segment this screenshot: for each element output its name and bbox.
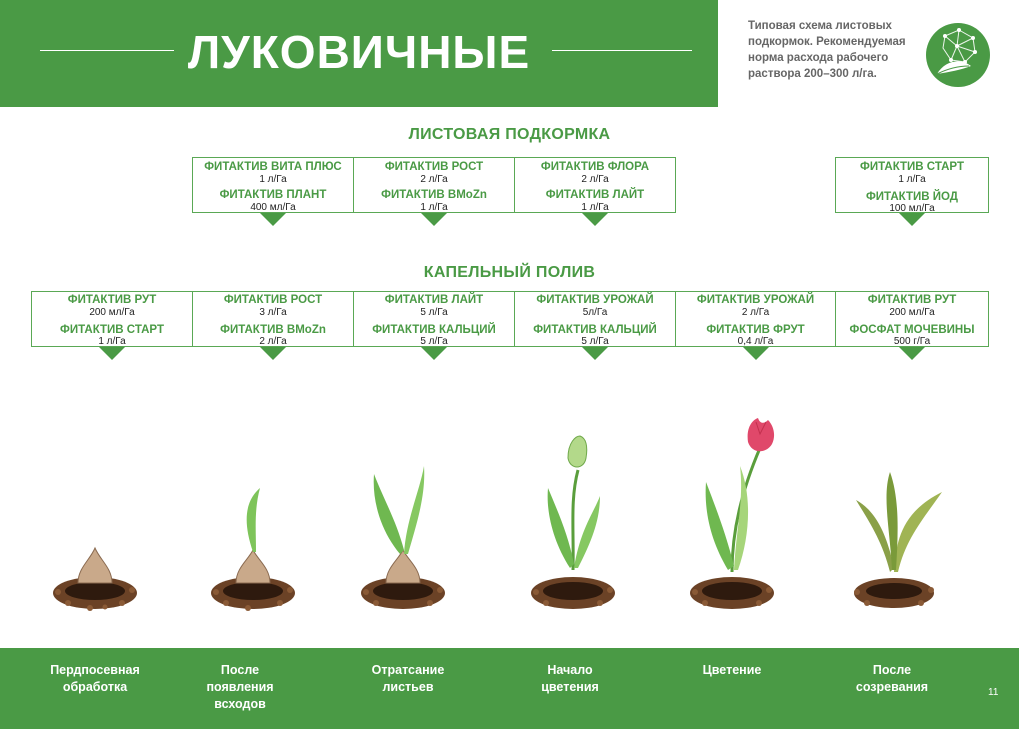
product-rate: 0,4 л/Га	[737, 336, 774, 347]
stage-label: После появления всходов	[206, 663, 274, 711]
product-rate: 1 л/Га	[420, 202, 448, 213]
down-arrow-icon	[421, 347, 447, 360]
product-rate: 2 л/Га	[420, 174, 448, 185]
down-arrow-icon	[899, 347, 925, 360]
product-name: ФИТАКТИВ ФРУТ	[706, 324, 805, 336]
product-name: ФИТАКТИВ РУТ	[67, 294, 157, 306]
leaves-growth-illustration	[348, 400, 458, 620]
product-rate: 1 л/Га	[98, 336, 126, 347]
drip-section-title: КАПЕЛЬНЫЙ ПОЛИВ	[423, 264, 596, 281]
drip-cell	[675, 291, 836, 347]
foliar-cell	[353, 157, 515, 213]
product-rate: 500 г/Га	[893, 336, 931, 347]
product-name: ФОСФАТ МОЧЕВИНЫ	[849, 324, 975, 336]
page-number: 11	[988, 687, 999, 698]
product-rate: 5 л/Га	[420, 307, 448, 318]
product-name: ФИТАКТИВ ЙОД	[865, 191, 959, 203]
stage-label: Отратсание листьев	[371, 663, 445, 694]
stage-label: Начало цветения	[541, 663, 599, 694]
product-name: ФИТАКТИВ ВИТА ПЛЮС	[204, 161, 342, 173]
product-name: ФИТАКТИВ СТАРТ	[860, 161, 964, 173]
stage-label: После созревания	[855, 663, 929, 694]
product-name: ФИТАКТИВ РОСТ	[223, 294, 323, 306]
product-rate: 3 л/Га	[259, 307, 287, 318]
drip-cell	[353, 291, 515, 347]
product-name: ФИТАКТИВ BMoZn	[381, 189, 487, 201]
bulb-in-soil-illustration	[40, 400, 150, 620]
drip-cell	[192, 291, 354, 347]
foliar-cell	[192, 157, 354, 213]
down-arrow-icon	[743, 347, 769, 360]
product-name: ФИТАКТИВ РУТ	[867, 294, 957, 306]
down-arrow-icon	[421, 213, 447, 226]
foliar-section-title: ЛИСТОВАЯ ПОДКОРМКА	[408, 126, 611, 143]
product-rate: 100 мл/Га	[889, 203, 935, 214]
product-rate: 200 мл/Га	[889, 307, 935, 318]
product-rate: 2 л/Га	[741, 307, 770, 318]
foliar-cell	[835, 157, 989, 213]
product-name: ФИТАКТИВ УРОЖАЙ	[696, 294, 815, 306]
product-rate: 2 л/Га	[259, 336, 287, 347]
drip-cell	[31, 291, 193, 347]
down-arrow-icon	[582, 213, 608, 226]
stage-label: Цветение	[702, 663, 762, 677]
tulip-flowering-illustration	[680, 400, 790, 620]
product-rate: 5 л/Га	[420, 336, 448, 347]
product-rate: 1 л/Га	[581, 202, 609, 213]
stage-label: Пердпосевная обработка	[50, 663, 140, 694]
wilting-plant-illustration	[842, 400, 952, 620]
product-rate: 400 мл/Га	[250, 202, 296, 213]
product-rate: 1 л/Га	[898, 174, 926, 185]
down-arrow-icon	[582, 347, 608, 360]
brand-logo	[925, 22, 991, 88]
header-note: Типовая схема листовых подкормок. Рекомендуемая норма расхода рабочего раствора 200–300 л/га.	[748, 20, 906, 80]
bud-illustration	[518, 400, 628, 620]
product-rate: 5л/Га	[582, 307, 608, 318]
product-name: ФИТАКТИВ ФЛОРА	[540, 161, 650, 173]
drip-cell	[835, 291, 989, 347]
down-arrow-icon	[260, 213, 286, 226]
product-name: ФИТАКТИВ BMoZn	[220, 324, 326, 336]
product-rate: 200 мл/Га	[89, 307, 135, 318]
product-rate: 1 л/Га	[259, 174, 287, 185]
drip-cell	[514, 291, 676, 347]
page-title: ЛУКОВИЧНЫЕ	[0, 24, 718, 80]
down-arrow-icon	[260, 347, 286, 360]
product-name: ФИТАКТИВ КАЛЬЦИЙ	[372, 324, 496, 336]
down-arrow-icon	[899, 213, 925, 226]
product-rate: 2 л/Га	[581, 174, 609, 185]
sprout-illustration	[198, 400, 308, 620]
product-name: ФИТАКТИВ ЛАЙТ	[384, 294, 484, 306]
product-rate: 5 л/Га	[581, 336, 609, 347]
down-arrow-icon	[99, 347, 125, 360]
product-name: ФИТАКТИВ ПЛАНТ	[219, 189, 327, 201]
foliar-cell	[514, 157, 676, 213]
product-name: ФИТАКТИВ СТАРТ	[60, 324, 164, 336]
product-name: ФИТАКТИВ ЛАЙТ	[545, 189, 645, 201]
product-name: ФИТАКТИВ РОСТ	[384, 161, 484, 173]
product-name: ФИТАКТИВ КАЛЬЦИЙ	[533, 324, 657, 336]
product-name: ФИТАКТИВ УРОЖАЙ	[536, 294, 654, 306]
